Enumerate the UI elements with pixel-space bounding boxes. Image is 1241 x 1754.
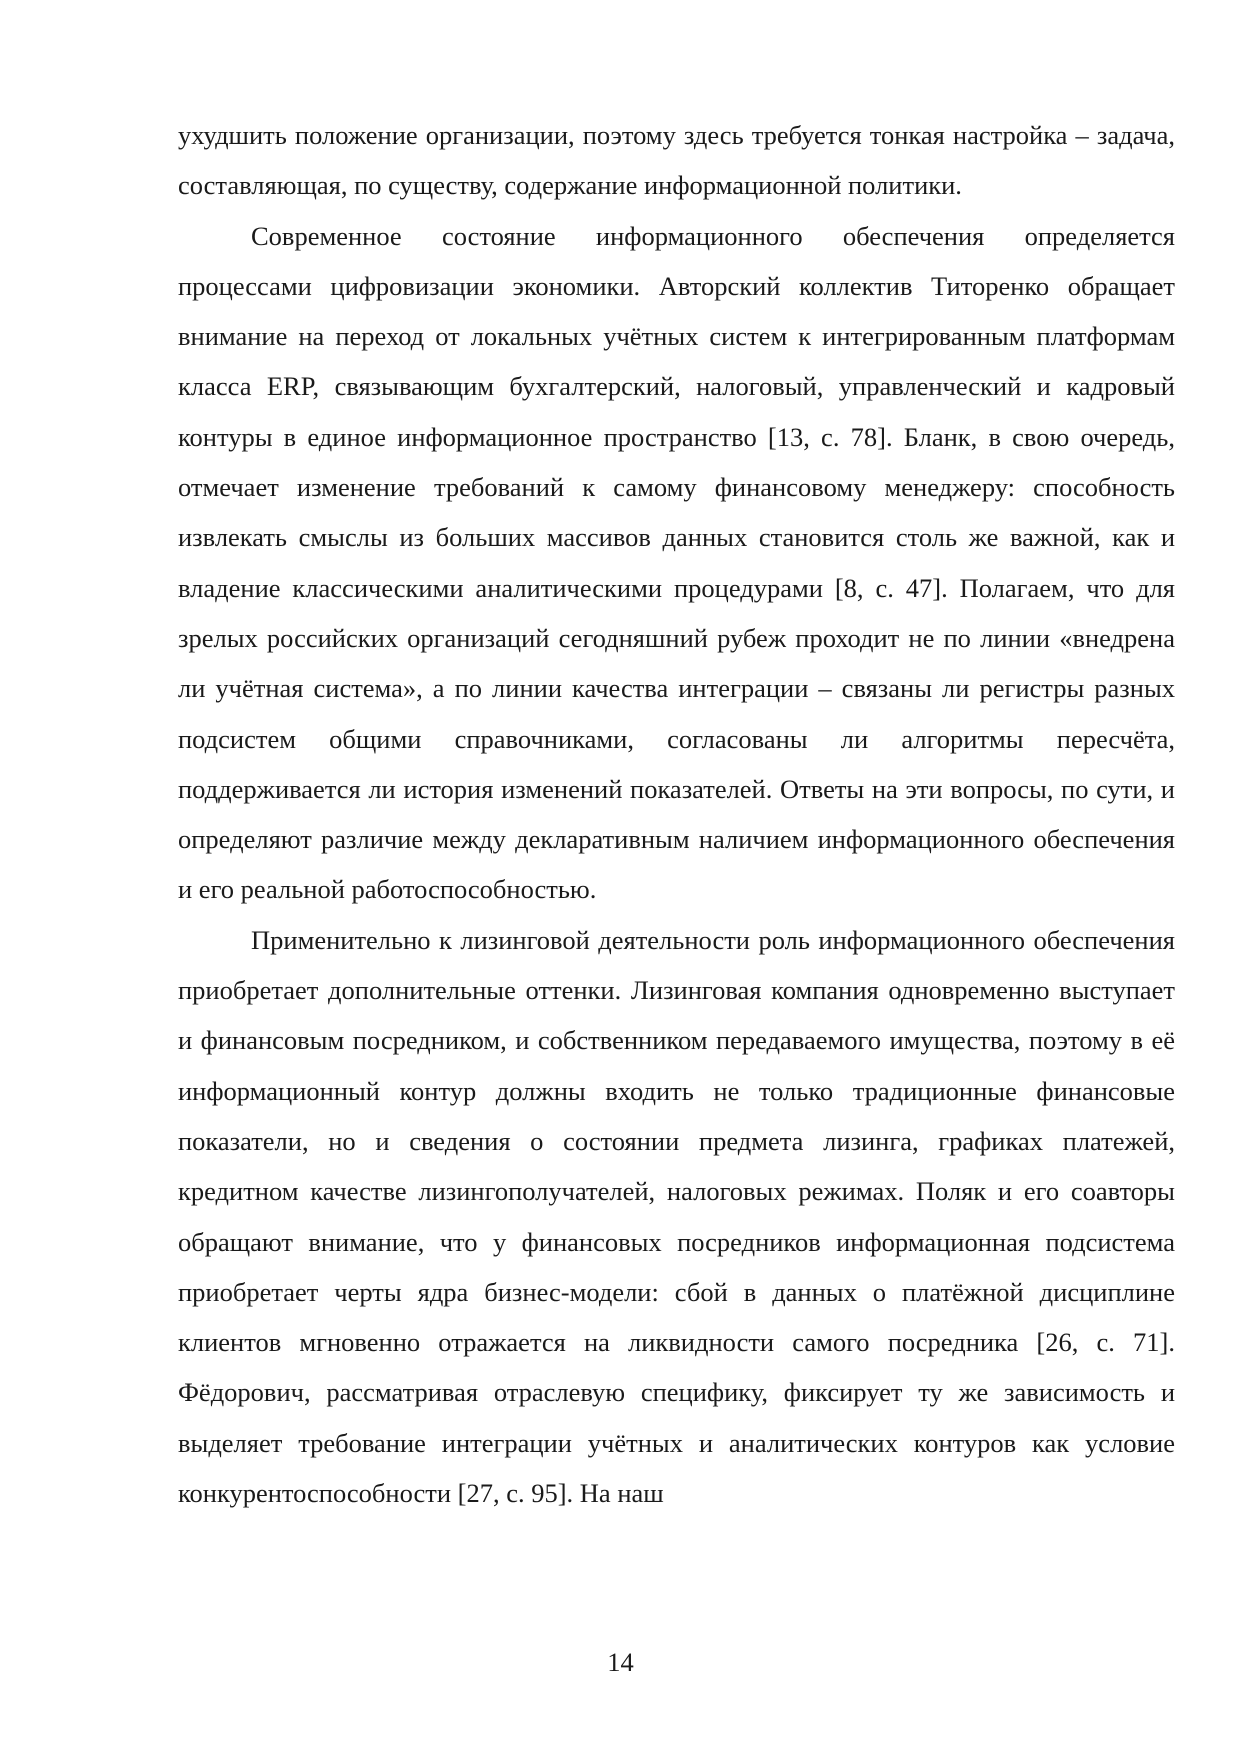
paragraph-leasing: Применительно к лизинговой деятельности роль информационного обеспечения приобретает дополнительные оттенки. Лизинговая компания одновременно выступает и финансовым посредником, и собственником передаваемого имущества, поэтому в её информационный контур должны входить не только традиционные финансовые показатели, но и сведения о состоянии предмета лизинга, графиках платежей, кредитном качестве лизингополучателей, налоговых режимах. Поляк и его соавторы обращают внимание, что у финансовых посредников информационная подсистема приобретает черты ядра бизнес-модели: сбой в данных о платёжной дисциплине клиентов мгновенно отражается на ликвидности самого посредника [26, с. 71]. Фёдорович, рассматривая отраслевую специфику, фиксирует ту же зависимость и выделяет требование интеграции учётных и аналитических контуров как условие конкурентоспособности [27, с. 95]. На наш	[178, 924, 1175, 1509]
paragraph-information-state: Современное состояние информационного обеспечения определяется процессами цифровизации экономики. Авторский коллектив Титоренко обращает внимание на переход от локальных учётных систем к интегрированным платформам класса ERP, связывающим бухгалтерский, налоговый, управленческий и кадровый контуры в единое информационное пространство [13, с. 78]. Бланк, в свою очередь, отмечает изменение требований к самому финансовому менеджеру: способность извлекать смыслы из больших массивов данных становится столь же важной, как и владение классическими аналитическими процедурами [8, с. 47]. Полагаем, что для зрелых российских организаций сегодняшний рубеж проходит не по линии «внедрена ли учётная система», а по линии качества интеграции – связаны ли регистры разных подсистем общими справочниками, согласованы ли алгоритмы пересчёта, поддерживается ли история изменений показателей. Ответы на эти вопросы, по сути, и определяют различие между декларативным наличием информационного обеспечения и его реальной работоспособностью.	[178, 220, 1175, 905]
page-number: 14	[607, 1647, 634, 1677]
paragraph-continuation: ухудшить положение организации, поэтому здесь требуется тонкая настройка – задача, составляющая, по существу, содержание информационной политики.	[178, 120, 1175, 201]
body-text	[178, 110, 1175, 1518]
